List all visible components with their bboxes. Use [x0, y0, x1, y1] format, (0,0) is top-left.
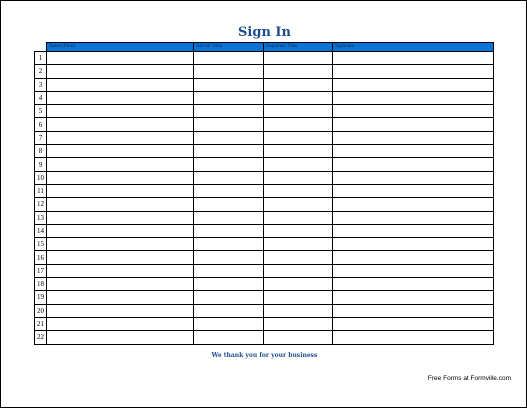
departure-cell[interactable] — [264, 145, 333, 158]
table-row — [35, 65, 494, 78]
name-cell[interactable] — [47, 105, 194, 118]
departure-cell[interactable] — [264, 211, 333, 224]
table-row — [35, 131, 494, 144]
signature-cell[interactable] — [333, 238, 494, 251]
row-number: 13 — [35, 211, 47, 224]
name-cell[interactable] — [47, 118, 194, 131]
row-number: 18 — [35, 278, 47, 291]
row-number: 7 — [35, 131, 47, 144]
arrival-cell[interactable] — [194, 251, 264, 264]
departure-cell[interactable] — [264, 264, 333, 277]
name-cell[interactable] — [47, 198, 194, 211]
row-number: 3 — [35, 78, 47, 91]
departure-cell[interactable] — [264, 304, 333, 317]
column-header-name: Name (Print) — [47, 43, 194, 52]
name-cell[interactable] — [47, 331, 194, 344]
arrival-cell[interactable] — [194, 198, 264, 211]
arrival-cell[interactable] — [194, 304, 264, 317]
departure-cell[interactable] — [264, 251, 333, 264]
departure-cell[interactable] — [264, 224, 333, 237]
departure-cell[interactable] — [264, 52, 333, 65]
departure-cell[interactable] — [264, 118, 333, 131]
arrival-cell[interactable] — [194, 91, 264, 104]
signature-cell[interactable] — [333, 291, 494, 304]
name-cell[interactable] — [47, 91, 194, 104]
thank-you-note: We thank you for your business — [211, 352, 318, 359]
row-number: 22 — [35, 331, 47, 344]
table-body — [35, 52, 494, 345]
row-number: 11 — [35, 184, 47, 197]
row-number: 16 — [35, 251, 47, 264]
form-title: Sign In — [238, 25, 291, 40]
signature-cell[interactable] — [333, 304, 494, 317]
arrival-cell[interactable] — [194, 105, 264, 118]
table-row — [35, 78, 494, 91]
name-cell[interactable] — [47, 65, 194, 78]
signature-cell[interactable] — [333, 264, 494, 277]
departure-cell[interactable] — [264, 184, 333, 197]
departure-cell[interactable] — [264, 158, 333, 171]
row-number: 19 — [35, 291, 47, 304]
signature-cell[interactable] — [333, 91, 494, 104]
arrival-cell[interactable] — [194, 52, 264, 65]
arrival-cell[interactable] — [194, 184, 264, 197]
table-row — [35, 118, 494, 131]
row-number: 2 — [35, 65, 47, 78]
name-cell[interactable] — [47, 304, 194, 317]
row-number: 10 — [35, 171, 47, 184]
row-number: 5 — [35, 105, 47, 118]
table-row — [35, 224, 494, 237]
name-cell[interactable] — [47, 171, 194, 184]
row-number: 4 — [35, 91, 47, 104]
table-row — [35, 251, 494, 264]
name-cell[interactable] — [47, 52, 194, 65]
signature-cell[interactable] — [333, 211, 494, 224]
name-cell[interactable] — [47, 224, 194, 237]
arrival-cell[interactable] — [194, 291, 264, 304]
name-cell[interactable] — [47, 291, 194, 304]
arrival-cell[interactable] — [194, 264, 264, 277]
departure-cell[interactable] — [264, 291, 333, 304]
table-row — [35, 278, 494, 291]
signature-cell[interactable] — [333, 78, 494, 91]
table-row — [35, 304, 494, 317]
departure-cell[interactable] — [264, 171, 333, 184]
table-row — [35, 211, 494, 224]
name-cell[interactable] — [47, 238, 194, 251]
arrival-cell[interactable] — [194, 118, 264, 131]
signature-cell[interactable] — [333, 184, 494, 197]
departure-cell[interactable] — [264, 65, 333, 78]
sign-in-table — [34, 42, 494, 345]
row-number: 9 — [35, 158, 47, 171]
departure-cell[interactable] — [264, 238, 333, 251]
signature-cell[interactable] — [333, 145, 494, 158]
table-row — [35, 238, 494, 251]
signature-cell[interactable] — [333, 224, 494, 237]
signature-cell[interactable] — [333, 118, 494, 131]
row-number: 6 — [35, 118, 47, 131]
departure-cell[interactable] — [264, 317, 333, 330]
column-header-signature: Signature — [333, 43, 494, 52]
table-row — [35, 184, 494, 197]
table-row — [35, 171, 494, 184]
departure-cell[interactable] — [264, 91, 333, 104]
departure-cell[interactable] — [264, 105, 333, 118]
arrival-cell[interactable] — [194, 65, 264, 78]
signature-cell[interactable] — [333, 171, 494, 184]
row-number: 15 — [35, 238, 47, 251]
name-cell[interactable] — [47, 78, 194, 91]
name-cell[interactable] — [47, 317, 194, 330]
row-number: 12 — [35, 198, 47, 211]
arrival-cell[interactable] — [194, 224, 264, 237]
arrival-cell[interactable] — [194, 211, 264, 224]
table-row — [35, 105, 494, 118]
signature-cell[interactable] — [333, 65, 494, 78]
arrival-cell[interactable] — [194, 78, 264, 91]
table-row — [35, 198, 494, 211]
signature-cell[interactable] — [333, 251, 494, 264]
arrival-cell[interactable] — [194, 171, 264, 184]
table-row — [35, 91, 494, 104]
departure-cell[interactable] — [264, 278, 333, 291]
arrival-cell[interactable] — [194, 131, 264, 144]
arrival-cell[interactable] — [194, 238, 264, 251]
header-row — [35, 43, 494, 52]
departure-cell[interactable] — [264, 78, 333, 91]
name-cell[interactable] — [47, 211, 194, 224]
departure-cell[interactable] — [264, 131, 333, 144]
name-cell[interactable] — [47, 145, 194, 158]
arrival-cell[interactable] — [194, 317, 264, 330]
name-cell[interactable] — [47, 131, 194, 144]
signature-cell[interactable] — [333, 105, 494, 118]
row-number: 17 — [35, 264, 47, 277]
signature-cell[interactable] — [333, 331, 494, 344]
signature-cell[interactable] — [333, 198, 494, 211]
row-number-header — [35, 43, 47, 52]
name-cell[interactable] — [47, 264, 194, 277]
arrival-cell[interactable] — [194, 145, 264, 158]
column-header-arrival: Arrival Time — [194, 43, 264, 52]
name-cell[interactable] — [47, 184, 194, 197]
row-number: 14 — [35, 224, 47, 237]
arrival-cell[interactable] — [194, 331, 264, 344]
signature-cell[interactable] — [333, 317, 494, 330]
formville-credit: Free Forms at Formville.com — [427, 375, 511, 382]
name-cell[interactable] — [47, 278, 194, 291]
signature-cell[interactable] — [333, 52, 494, 65]
table-row — [35, 158, 494, 171]
name-cell[interactable] — [47, 158, 194, 171]
table-row — [35, 317, 494, 330]
row-number: 8 — [35, 145, 47, 158]
table-row — [35, 331, 494, 344]
table-row — [35, 264, 494, 277]
column-header-departure: Departure Time — [264, 43, 333, 52]
departure-cell[interactable] — [264, 198, 333, 211]
table-row — [35, 145, 494, 158]
signature-cell[interactable] — [333, 278, 494, 291]
name-cell[interactable] — [47, 251, 194, 264]
row-number: 1 — [35, 52, 47, 65]
signature-cell[interactable] — [333, 158, 494, 171]
table-row — [35, 291, 494, 304]
row-number: 20 — [35, 304, 47, 317]
signature-cell[interactable] — [333, 131, 494, 144]
table-row — [35, 52, 494, 65]
arrival-cell[interactable] — [194, 158, 264, 171]
arrival-cell[interactable] — [194, 278, 264, 291]
departure-cell[interactable] — [264, 331, 333, 344]
row-number: 21 — [35, 317, 47, 330]
